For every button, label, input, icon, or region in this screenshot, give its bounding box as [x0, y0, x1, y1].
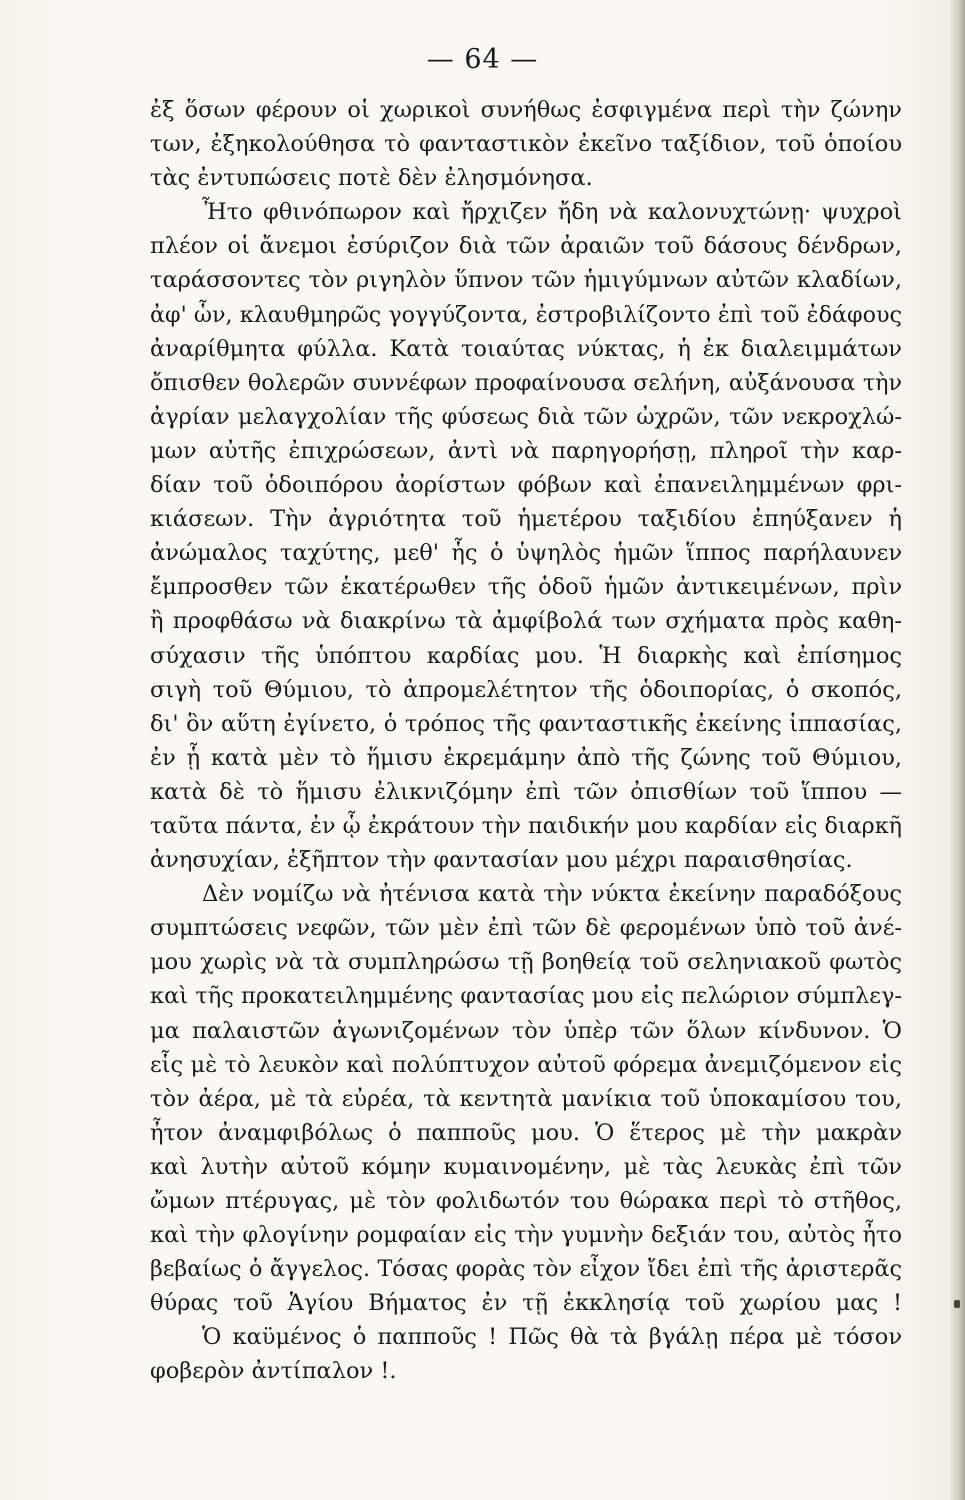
text-line: ἦτον ἀναμφιβόλως ὁ παπποῦς μου. Ὁ ἕτερος μὲ τὴν μακρὰν: [150, 1119, 902, 1146]
text-line: δίαν τοῦ ὁδοιπόρου ἀορίστων φόβων καὶ ἐπανειλημμένων φρι-: [150, 472, 902, 499]
text-line: τὰς ἐντυπώσεις ποτὲ δὲν ἐλησμόνησα.: [150, 165, 593, 192]
text-line: δι' ὃν αὕτη ἐγίνετο, ὁ τρόπος τῆς φανταστικῆς ἐκείνης ἱππασίας,: [150, 710, 902, 737]
text-line: ἀνησυχίαν, ἐξῆπτον τὴν φαντασίαν μου μέχρι παραισθησίας.: [150, 847, 853, 874]
text-line: πλέον οἱ ἄνεμοι ἐσύριζον διὰ τῶν ἀραιῶν τοῦ δάσους δένδρων,: [150, 233, 902, 260]
text-line: εἷς μὲ τὸ λευκὸν καὶ πολύπτυχον αὐτοῦ φόρεμα ἀνεμιζόμενον εἰς: [150, 1051, 902, 1078]
text-line: σύχασιν τῆς ὑπόπτου καρδίας μου. Ἡ διαρκὴς καὶ ἐπίσημος: [150, 642, 902, 669]
text-line: σιγὴ τοῦ Θύμιου, τὸ ἀπρομελέτητον τῆς ὁδοιπορίας, ὁ σκοπός,: [150, 676, 902, 703]
text-line: ἐν ᾗ κατὰ μὲν τὸ ἥμισυ ἐκρεμάμην ἀπὸ τῆς ζώνης τοῦ Θύμιου,: [150, 744, 902, 771]
text-line: τὸν ἀέρα, μὲ τὰ εὐρέα, τὰ κεντητὰ μανίκια τοῦ ὑποκαμίσου του,: [150, 1085, 902, 1112]
text-line: μα παλαιστῶν ἀγωνιζομένων τὸν ὑπὲρ τῶν ὅλων κίνδυνον. Ὁ: [150, 1017, 902, 1044]
page-edge-shadow: [951, 0, 965, 1500]
text-line: ἀφ' ὧν, κλαυθμηρῶς γογγύζοντα, ἐστροβιλίζοντο ἐπὶ τοῦ ἐδάφους: [150, 301, 902, 328]
text-line: ἀνώμαλος ταχύτης, μεθ' ἧς ὁ ὑψηλὸς ἡμῶν ἵππος παρήλαυνεν: [150, 540, 902, 567]
text-line: ἔμπροσθεν τῶν ἑκατέρωθεν τῆς ὁδοῦ ἡμῶν ἀντικειμένων, πρὶν: [150, 574, 902, 601]
page-number: — 64 —: [426, 44, 539, 75]
text-line: ἐξ ὅσων φέρουν οἱ χωρικοὶ συνήθως ἐσφιγμένα περὶ τὴν ζώνην: [150, 97, 902, 123]
text-line: κιάσεων. Τὴν ἀγριότητα τοῦ ἡμετέρου ταξιδίου ἐπηύξανεν ἡ: [150, 506, 902, 533]
text-line: ταράσσοντες τὸν ριγηλὸν ὕπνον τῶν ἡμιγύμνων αὐτῶν κλαδίων,: [150, 267, 902, 294]
text-line: κατὰ δὲ τὸ ἥμισυ ἐλικνιζόμην ἐπὶ τῶν ὀπισθίων τοῦ ἵππου —: [150, 778, 902, 805]
text-line: καὶ λυτὴν αὐτοῦ κόμην κυμαινομένην, μὲ τὰς λευκὰς ἐπὶ τῶν: [150, 1153, 902, 1180]
body-text: [150, 93, 902, 1389]
text-line: θύρας τοῦ Ἁγίου Βήματος ἐν τῇ ἐκκλησίᾳ τοῦ χωρίου μας !: [150, 1290, 902, 1317]
text-line: συμπτώσεις νεφῶν, τῶν μὲν ἐπὶ τῶν δὲ φερομένων ὑπὸ τοῦ ἀνέ-: [150, 915, 902, 942]
text-line: ἢ προφθάσω νὰ διακρίνω τὰ ἀμφίβολά των σχήματα πρὸς καθη-: [150, 608, 902, 635]
edge-spot: [954, 1300, 960, 1308]
text-line: φοβερὸν ἀντίπαλον !.: [150, 1358, 397, 1385]
text-line: ὄπισθεν θολερῶν συννέφων προφαίνουσα σελήνη, αὐξάνουσα τὴν: [150, 369, 902, 396]
text-line: ταῦτα πάντα, ἐν ᾧ ἐκράτουν τὴν παιδικήν μου καρδίαν εἰς διαρκῆ: [150, 812, 902, 839]
text-line: βεβαίως ὁ ἄγγελος. Τόσας φορὰς τὸν εἶχον ἴδει ἐπὶ τῆς ἀριστερᾶς: [150, 1256, 902, 1283]
text-line: μου χωρὶς νὰ τὰ συμπληρώσω τῇ βοηθείᾳ τοῦ σεληνιακοῦ φωτὸς: [150, 949, 902, 976]
text-line: των, ἐξηκολούθησα τὸ φανταστικὸν ἐκεῖνο ταξίδιον, τοῦ ὁποίου: [150, 131, 902, 158]
text-line: Δὲν νομίζω νὰ ἠτένισα κατὰ τὴν νύκτα ἐκείνην παραδόξους: [202, 881, 902, 908]
text-line: ὤμων πτέρυγας, μὲ τὸν φολιδωτόν του θώρακα περὶ τὸ στῆθος,: [150, 1188, 902, 1214]
text-line: ἀναρίθμητα φύλλα. Κατὰ τοιαύτας νύκτας, ἡ ἐκ διαλειμμάτων: [150, 335, 902, 362]
text-line: καὶ τὴν φλογίνην ρομφαίαν εἰς τὴν γυμνὴν δεξιάν του, αὐτὸς ἦτο: [150, 1222, 902, 1249]
text-line: Ὁ καϋμένος ὁ παπποῦς ! Πῶς θὰ τὰ βγάλῃ πέρα μὲ τόσον: [202, 1324, 902, 1351]
text-line: μων αὐτῆς ἐπιχρώσεων, ἀντὶ νὰ παρηγορήσῃ, πληροῖ τὴν καρ-: [150, 437, 902, 464]
text-line: Ἦτο φθινόπωρον καὶ ἤρχιζεν ἤδη νὰ καλονυχτώνῃ· ψυχροὶ: [202, 199, 902, 226]
text-line: ἀγρίαν μελαγχολίαν τῆς φύσεως διὰ τῶν ὠχρῶν, τῶν νεκροχλώ-: [150, 403, 902, 430]
text-line: καὶ τῆς προκατειλημμένης φαντασίας μου εἰς πελώριον σύμπλεγ-: [150, 983, 902, 1010]
